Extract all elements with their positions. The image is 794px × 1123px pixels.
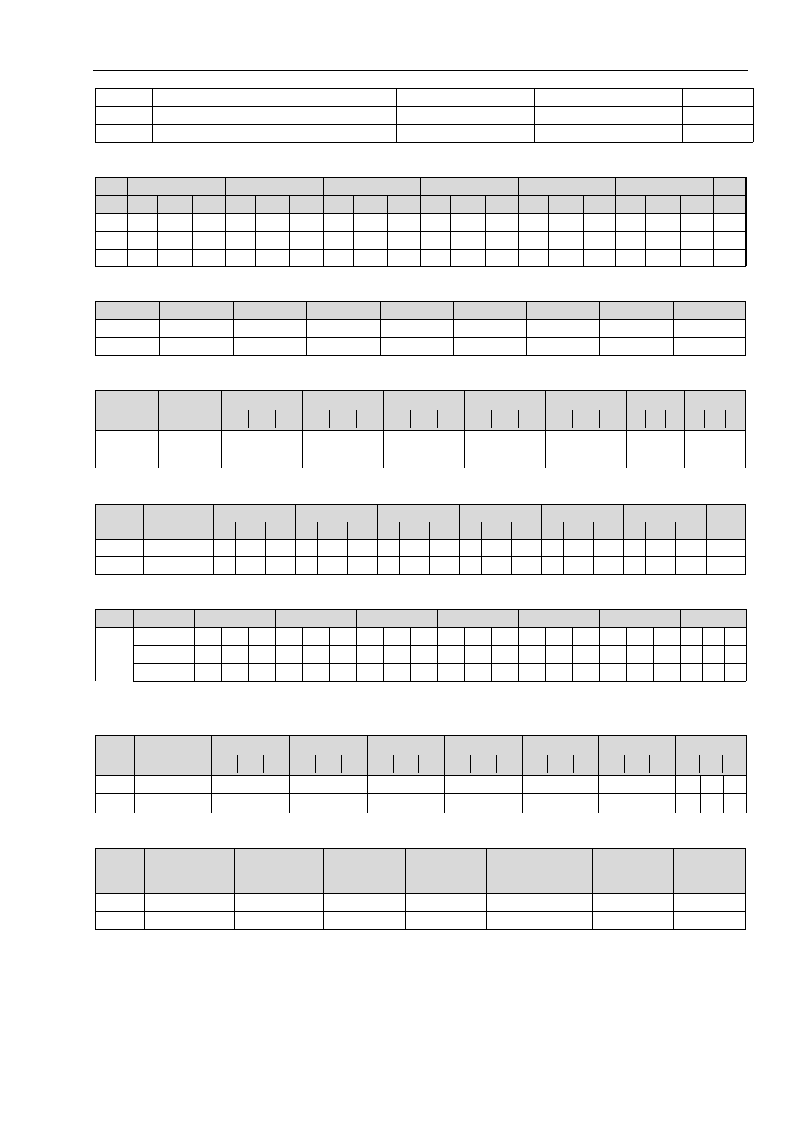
grid-line-vertical: [329, 627, 330, 681]
grid-line-vertical: [545, 627, 546, 681]
grid-line-vertical: [645, 195, 646, 266]
grid-line-vertical: [573, 755, 574, 773]
grid-line-vertical: [746, 177, 747, 266]
grid-line-vertical: [572, 410, 573, 428]
grid-line-vertical: [626, 390, 627, 468]
grid-line-vertical: [459, 504, 460, 574]
grid-line-vertical: [615, 177, 616, 266]
grid-line-vertical: [745, 177, 746, 266]
grid-line-vertical: [317, 522, 318, 574]
grid-line-vertical: [323, 848, 324, 929]
table-1: [95, 88, 753, 142]
grid-line-vertical: [133, 609, 134, 681]
grid-line-vertical: [702, 627, 703, 681]
grid-line-vertical: [713, 177, 714, 266]
grid-line-vertical: [518, 177, 519, 266]
grid-line-vertical: [95, 88, 96, 142]
grid-line-vertical: [410, 627, 411, 681]
grid-line-vertical: [95, 735, 96, 813]
grid-line-vertical: [680, 609, 681, 681]
grid-line-vertical: [545, 390, 546, 468]
grid-line-vertical: [341, 755, 342, 773]
grid-line-vertical: [645, 522, 646, 574]
grid-line-horizontal: [133, 645, 746, 646]
grid-line-vertical: [420, 177, 421, 266]
grid-line-vertical: [534, 88, 535, 142]
grid-line-vertical: [572, 627, 573, 681]
grid-line-vertical: [541, 504, 542, 574]
grid-line-vertical: [486, 848, 487, 929]
grid-line-vertical: [682, 88, 683, 142]
grid-line-vertical: [275, 410, 276, 428]
grid-line-horizontal: [95, 390, 746, 391]
grid-line-vertical: [699, 755, 700, 773]
grid-line-vertical: [450, 195, 451, 266]
grid-line-horizontal: [95, 106, 753, 107]
grid-line-vertical: [393, 755, 394, 773]
grid-line-vertical: [547, 755, 548, 773]
table-4: [95, 390, 746, 468]
grid-line-horizontal: [95, 355, 746, 356]
grid-line-vertical: [522, 735, 523, 813]
grid-line-vertical: [295, 504, 296, 574]
header-shading: [95, 848, 746, 893]
grid-line-vertical: [383, 390, 384, 468]
grid-line-vertical: [418, 755, 419, 773]
header-shading: [95, 301, 746, 319]
grid-line-vertical: [194, 609, 195, 681]
grid-line-vertical: [680, 195, 681, 266]
grid-line-vertical: [233, 301, 234, 355]
table-5: [95, 504, 746, 574]
grid-line-horizontal: [95, 627, 746, 628]
grid-line-vertical: [383, 627, 384, 681]
grid-line-vertical: [675, 735, 676, 813]
grid-line-vertical: [444, 735, 445, 813]
grid-line-vertical: [95, 504, 96, 574]
grid-line-vertical: [745, 301, 746, 355]
grid-line-vertical: [464, 627, 465, 681]
grid-line-vertical: [593, 522, 594, 574]
grid-line-vertical: [306, 301, 307, 355]
grid-line-horizontal: [95, 609, 746, 610]
grid-line-horizontal: [95, 911, 746, 912]
grid-line-vertical: [599, 609, 600, 681]
grid-line-vertical: [356, 609, 357, 681]
grid-line-vertical: [599, 410, 600, 428]
grid-line-vertical: [491, 410, 492, 428]
grid-line-horizontal: [95, 735, 746, 736]
grid-line-vertical: [157, 195, 158, 266]
grid-line-vertical: [159, 301, 160, 355]
grid-line-vertical: [723, 775, 724, 813]
table-7: [95, 735, 746, 813]
grid-line-vertical: [95, 848, 96, 929]
grid-line-vertical: [700, 775, 701, 813]
header-shading: [95, 504, 746, 539]
grid-line-vertical: [592, 848, 593, 929]
grid-line-vertical: [704, 410, 705, 428]
grid-line-vertical: [491, 627, 492, 681]
grid-line-vertical: [95, 301, 96, 355]
grid-line-vertical: [665, 410, 666, 428]
grid-line-vertical: [302, 390, 303, 468]
grid-line-vertical: [470, 755, 471, 773]
grid-line-horizontal: [95, 337, 746, 338]
grid-line-vertical: [225, 177, 226, 266]
grid-line-vertical: [410, 410, 411, 428]
grid-line-vertical: [437, 609, 438, 681]
grid-line-vertical: [405, 848, 406, 929]
header-shading: [95, 609, 746, 627]
grid-line-vertical: [289, 195, 290, 266]
grid-line-vertical: [380, 301, 381, 355]
grid-line-vertical: [144, 848, 145, 929]
grid-line-vertical: [255, 195, 256, 266]
grid-line-vertical: [626, 627, 627, 681]
grid-line-vertical: [192, 195, 193, 266]
grid-line-vertical: [724, 627, 725, 681]
grid-line-vertical: [263, 755, 264, 773]
grid-line-vertical: [725, 410, 726, 428]
table-6: [95, 609, 746, 681]
grid-line-vertical: [706, 504, 707, 574]
grid-line-vertical: [653, 627, 654, 681]
grid-line-horizontal: [95, 848, 746, 849]
grid-line-horizontal: [95, 88, 753, 89]
grid-line-vertical: [453, 301, 454, 355]
grid-line-vertical: [158, 390, 159, 468]
grid-line-vertical: [518, 410, 519, 428]
grid-line-horizontal: [95, 793, 746, 794]
grid-line-vertical: [152, 88, 153, 142]
grid-line-vertical: [275, 609, 276, 681]
grid-line-vertical: [645, 410, 646, 428]
grid-line-vertical: [745, 390, 746, 468]
grid-line-vertical: [399, 522, 400, 574]
grid-line-vertical: [598, 735, 599, 813]
grid-line-vertical: [673, 848, 674, 929]
grid-line-horizontal: [95, 574, 746, 575]
grid-line-horizontal: [95, 504, 746, 505]
grid-line-horizontal: [133, 663, 746, 664]
grid-line-vertical: [746, 735, 747, 813]
grid-line-vertical: [143, 504, 144, 574]
grid-line-horizontal: [95, 893, 746, 894]
header-shading: [95, 390, 746, 430]
grid-line-vertical: [367, 735, 368, 813]
grid-line-vertical: [624, 755, 625, 773]
grid-line-horizontal: [95, 929, 746, 930]
grid-line-vertical: [95, 390, 96, 468]
grid-line-vertical: [213, 504, 214, 574]
grid-line-vertical: [323, 177, 324, 266]
grid-line-vertical: [347, 522, 348, 574]
grid-line-horizontal: [95, 124, 753, 125]
grid-line-vertical: [235, 522, 236, 574]
grid-line-vertical: [464, 390, 465, 468]
grid-line-vertical: [248, 410, 249, 428]
grid-line-vertical: [95, 177, 96, 266]
grid-line-horizontal: [95, 301, 746, 302]
grid-line-horizontal: [95, 319, 746, 320]
grid-line-vertical: [356, 410, 357, 428]
grid-line-vertical: [437, 410, 438, 428]
grid-line-horizontal: [95, 142, 753, 143]
grid-line-vertical: [127, 177, 128, 266]
grid-line-vertical: [329, 410, 330, 428]
grid-line-vertical: [234, 848, 235, 929]
grid-line-horizontal: [95, 775, 746, 776]
grid-line-vertical: [599, 301, 600, 355]
grid-line-vertical: [134, 735, 135, 813]
grid-line-vertical: [745, 848, 746, 929]
grid-line-vertical: [315, 755, 316, 773]
header-rule: [93, 70, 748, 71]
grid-line-vertical: [548, 195, 549, 266]
grid-line-vertical: [649, 755, 650, 773]
grid-line-vertical: [673, 301, 674, 355]
grid-line-vertical: [496, 755, 497, 773]
grid-line-vertical: [95, 609, 96, 681]
grid-line-horizontal: [95, 556, 746, 557]
grid-line-vertical: [211, 735, 212, 813]
grid-line-vertical: [387, 195, 388, 266]
grid-line-vertical: [221, 390, 222, 468]
grid-line-vertical: [481, 522, 482, 574]
grid-line-vertical: [248, 627, 249, 681]
grid-line-vertical: [518, 609, 519, 681]
grid-line-vertical: [302, 627, 303, 681]
grid-line-vertical: [237, 755, 238, 773]
grid-line-vertical: [753, 88, 754, 142]
grid-line-vertical: [745, 504, 746, 574]
table-3: [95, 301, 746, 356]
grid-line-horizontal: [95, 430, 746, 431]
grid-line-vertical: [485, 195, 486, 266]
grid-line-vertical: [221, 627, 222, 681]
grid-line-vertical: [684, 390, 685, 468]
grid-line-vertical: [511, 522, 512, 574]
grid-line-vertical: [289, 735, 290, 813]
grid-line-vertical: [563, 522, 564, 574]
table-8: [95, 848, 746, 929]
grid-line-vertical: [746, 609, 747, 681]
grid-line-vertical: [377, 504, 378, 574]
grid-line-horizontal: [95, 539, 746, 540]
grid-line-vertical: [623, 504, 624, 574]
grid-line-horizontal: [133, 681, 746, 682]
table-2: [95, 177, 746, 266]
grid-line-vertical: [429, 522, 430, 574]
grid-line-vertical: [353, 195, 354, 266]
grid-line-vertical: [396, 88, 397, 142]
grid-line-vertical: [265, 522, 266, 574]
grid-line-vertical: [722, 755, 723, 773]
grid-line-vertical: [675, 522, 676, 574]
grid-line-horizontal: [95, 266, 746, 267]
grid-line-vertical: [526, 301, 527, 355]
grid-line-vertical: [583, 195, 584, 266]
